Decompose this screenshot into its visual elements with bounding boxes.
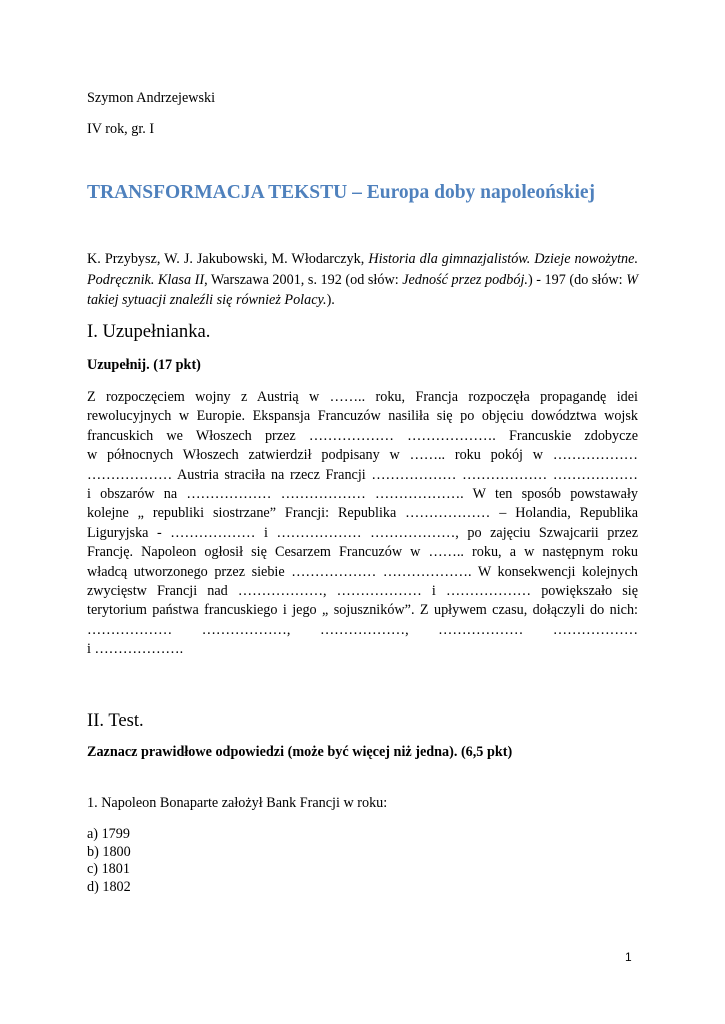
fill-in-line: i obszarów na ……………… ……………… ………………. W ten sposób powstawały (87, 485, 638, 502)
source-citation (87, 249, 638, 311)
citation-end: ). (326, 292, 335, 309)
fill-in-text (87, 388, 638, 659)
page-number: 1 (625, 950, 632, 964)
citation-book-title: Historia dla gimnazjalistów. Dzieje nowożytne. Podręcznik. Klasa II (87, 251, 638, 288)
section-2-heading: II. Test. (87, 710, 144, 731)
fill-in-line: w północnych Włoszech zatwierdził podpisany w …….. roku pokój w ……………… (87, 447, 638, 464)
fill-in-line: kolejne „ republiki siostrzane” Francji: Republika ……………… – Holandia, Republika (87, 505, 638, 522)
student-group: IV rok, gr. I (87, 121, 155, 137)
answer-option-c: c) 1801 (87, 861, 130, 878)
section-1-task: Uzupełnij. (17 pkt) (87, 357, 201, 373)
fill-in-line: terytorium państwa francuskiego i jego „ sojuszników”. Z upływem czasu, dołączyli do nich: (87, 602, 638, 619)
fill-in-line: władcą utworzonego przez siebie ……………… ………………. W konsekwencji kolejnych (87, 563, 638, 580)
author-name: Szymon Andrzejewski (87, 90, 216, 106)
fill-in-line: ……………… ………………, ………………, ……………… ……………… (87, 621, 638, 638)
fill-in-line: rewolucyjnych w Europie. Ekspansja Francuzów nasiliła się po objęciu dowództwa wojsk (87, 408, 638, 425)
fill-in-line: Francję. Napoleon ogłosił się Cesarzem Francuzów w …….. roku, a w następnym roku (87, 544, 638, 561)
answer-option-b: b) 1800 (87, 843, 131, 860)
fill-in-line: Liguryjska - ……………… i ……………… ………………, po zajęciu Szwajcarii przez (87, 524, 638, 541)
citation-to-words: W takiej sytuacji znaleźli się również Polacy. (87, 271, 639, 309)
citation-middle: ) - 197 (do słów: (527, 271, 627, 288)
fill-in-line: ……………… Austria straciła na rzecz Francji ……………… ……………… ……………… (87, 466, 638, 483)
answer-option-a: a) 1799 (87, 826, 130, 842)
fill-in-line: Z rozpoczęciem wojny z Austrią w …….. roku, Francja rozpoczęła propagandę idei (87, 389, 638, 405)
fill-in-line: i ………………. (87, 641, 184, 658)
question-1-options (87, 826, 131, 897)
citation-publication: , Warszawa 2001, s. 192 (od słów: (204, 271, 403, 288)
question-1: 1. Napoleon Bonaparte założył Bank Francji w roku: (87, 795, 388, 811)
citation-from-words: Jedność przez podbój. (402, 271, 528, 288)
section-1-heading: I. Uzupełnianka. (87, 321, 211, 342)
section-2-task: Zaznacz prawidłowe odpowiedzi (może być więcej niż jedna). (6,5 pkt) (87, 744, 513, 760)
fill-in-line: zwycięstw Francji nad ………………, ……………… i ……………… powiększało się (87, 582, 638, 599)
document-title: TRANSFORMACJA TEKSTU – Europa doby napoleońskiej (87, 182, 596, 203)
answer-option-d: d) 1802 (87, 879, 131, 896)
fill-in-line: francuskich we Włoszech przez ……………… ………………. Francuskie zdobycze (87, 427, 638, 444)
citation-authors: K. Przybysz, W. J. Jakubowski, M. Włodarczyk, (87, 251, 369, 267)
